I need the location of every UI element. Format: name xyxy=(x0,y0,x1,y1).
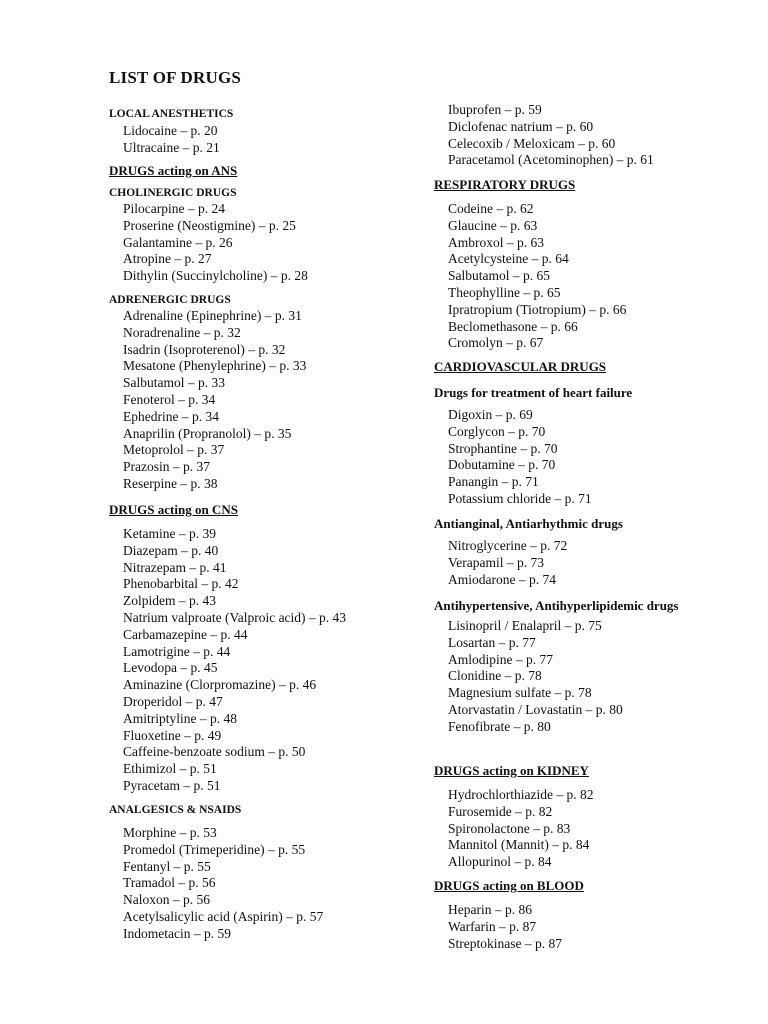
drug-list-item: Ephedrine – p. 34 xyxy=(123,408,219,424)
drug-list-item: Allopurinol – p. 84 xyxy=(448,854,552,870)
section-heading: CARDIOVASCULAR DRUGS xyxy=(434,359,607,374)
drug-list-item: Hydrochlorthiazide – p. 82 xyxy=(448,787,594,802)
drug-list-item: Caffeine-benzoate sodium – p. 50 xyxy=(123,744,306,760)
drug-list xyxy=(109,308,306,493)
section-respiratory xyxy=(434,177,626,352)
drug-list xyxy=(434,407,724,508)
drug-list-item: Nitrazepam – p. 41 xyxy=(123,559,227,575)
drug-list-item: Streptokinase – p. 87 xyxy=(448,935,562,951)
section-analgesics xyxy=(109,803,323,943)
section-local-anesthetics xyxy=(109,107,233,157)
drug-list-item: Fentanyl – p. 55 xyxy=(123,858,211,874)
drug-list-item: Beclomethasone – p. 66 xyxy=(448,318,578,334)
drug-list xyxy=(434,102,654,169)
drug-list-item: Heparin – p. 86 xyxy=(448,902,532,917)
drug-list-item: Levodopa – p. 45 xyxy=(123,660,218,676)
drug-list-item: Lisinopril / Enalapril – p. 75 xyxy=(448,618,602,633)
drug-list-item: Spironolactone – p. 83 xyxy=(448,820,571,836)
drug-list-item: Dithylin (Succinylcholine) – p. 28 xyxy=(123,268,308,284)
drug-list-item: Verapamil – p. 73 xyxy=(448,554,544,570)
drug-list-item: Ibuprofen – p. 59 xyxy=(448,102,542,117)
section-nsaids-continued xyxy=(434,102,654,169)
drug-list-item: Pyracetam – p. 51 xyxy=(123,777,221,793)
drug-list-item: Atorvastatin / Lovastatin – p. 80 xyxy=(448,701,623,717)
section-cns xyxy=(109,502,346,795)
drug-list-item: Anaprilin (Propranolol) – p. 35 xyxy=(123,425,292,441)
drug-list xyxy=(434,538,724,588)
drug-list-item: Amitriptyline – p. 48 xyxy=(123,710,237,726)
drug-list-item: Cromolyn – p. 67 xyxy=(448,335,544,351)
drug-list-item: Salbutamol – p. 33 xyxy=(123,375,225,391)
drug-list-item: Diazepam – p. 40 xyxy=(123,542,219,558)
section-heading: ADRENERGIC DRUGS xyxy=(109,294,231,306)
drug-list-item: Ketamine – p. 39 xyxy=(123,526,216,541)
section-heading: RESPIRATORY DRUGS xyxy=(434,177,576,192)
drug-list-item: Ultracaine – p. 21 xyxy=(123,139,220,155)
drug-list-item: Fluoxetine – p. 49 xyxy=(123,727,222,743)
drug-list-item: Atropine – p. 27 xyxy=(123,251,212,267)
drug-list-item: Reserpine – p. 38 xyxy=(123,475,218,491)
drug-list-item: Digoxin – p. 69 xyxy=(448,407,533,422)
drug-list xyxy=(109,825,323,943)
drug-list-item: Zolpidem – p. 43 xyxy=(123,593,216,609)
drug-list-item: Dobutamine – p. 70 xyxy=(448,457,556,473)
drug-list-item: Losartan – p. 77 xyxy=(448,634,536,650)
subsection-heading: Drugs for treatment of heart failure xyxy=(434,385,633,400)
section-antihypertensive xyxy=(434,597,704,736)
drug-list-item: Tramadol – p. 56 xyxy=(123,875,216,891)
section-cardiovascular xyxy=(434,359,606,375)
drug-list-item: Proserine (Neostigmine) – p. 25 xyxy=(123,217,296,233)
drug-list-item: Strophantine – p. 70 xyxy=(448,440,558,456)
subsection-heading: Antianginal, Antiarhythmic drugs xyxy=(434,516,623,531)
drug-list-item: Fenofibrate – p. 80 xyxy=(448,718,551,734)
section-heart-failure xyxy=(434,384,724,508)
drug-list-item: Warfarin – p. 87 xyxy=(448,918,537,934)
drug-list-item: Metoprolol – p. 37 xyxy=(123,442,225,458)
drug-list-item: Panangin – p. 71 xyxy=(448,474,539,490)
drug-list xyxy=(109,123,233,157)
drug-list-item: Pilocarpine – p. 24 xyxy=(123,201,225,216)
section-heading: CHOLINERGIC DRUGS xyxy=(109,187,237,199)
drug-list-item: Lidocaine – p. 20 xyxy=(123,123,218,138)
section-heading: DRUGS acting on BLOOD xyxy=(434,878,584,893)
drug-list-item: Glaucine – p. 63 xyxy=(448,217,538,233)
section-adrenergic xyxy=(109,293,306,493)
section-heading: DRUGS acting on KIDNEY xyxy=(434,763,589,778)
section-heading: LOCAL ANESTHETICS xyxy=(109,108,234,120)
drug-list-item: Galantamine – p. 26 xyxy=(123,234,233,250)
section-heading: DRUGS acting on CNS xyxy=(109,502,238,517)
section-kidney xyxy=(434,763,593,871)
drug-list-item: Theophylline – p. 65 xyxy=(448,284,561,300)
drug-list-item: Droperidol – p. 47 xyxy=(123,693,223,709)
subsection-heading: Antihypertensive, Antihyperlipidemic drugs xyxy=(434,598,679,613)
section-heading: ANALGESICS & NSAIDS xyxy=(109,804,242,816)
drug-list xyxy=(434,787,593,871)
drug-list-item: Ambroxol – p. 63 xyxy=(448,234,544,250)
drug-list-item: Codeine – p. 62 xyxy=(448,201,534,216)
section-cholinergic xyxy=(109,186,308,285)
drug-list-item: Prazosin – p. 37 xyxy=(123,459,210,475)
drug-list-item: Potassium chloride – p. 71 xyxy=(448,490,592,506)
drug-list-item: Aminazine (Clorpromazine) – p. 46 xyxy=(123,677,317,693)
drug-list xyxy=(109,526,346,795)
drug-list xyxy=(434,902,584,952)
section-ans xyxy=(109,163,237,179)
drug-list-item: Noradrenaline – p. 32 xyxy=(123,324,241,340)
drug-list-item: Ipratropium (Tiotropium) – p. 66 xyxy=(448,301,627,317)
drug-list-item: Magnesium sulfate – p. 78 xyxy=(448,685,592,701)
drug-list-item: Ethimizol – p. 51 xyxy=(123,761,217,777)
section-heading: DRUGS acting on ANS xyxy=(109,163,238,178)
drug-list-item: Morphine – p. 53 xyxy=(123,825,217,840)
drug-list-item: Furosemide – p. 82 xyxy=(448,803,553,819)
section-blood xyxy=(434,878,584,952)
drug-list-item: Diclofenac natrium – p. 60 xyxy=(448,118,594,134)
drug-list-item: Salbutamol – p. 65 xyxy=(448,268,550,284)
drug-list-item: Adrenaline (Epinephrine) – p. 31 xyxy=(123,308,302,323)
drug-list-item: Promedol (Trimeperidine) – p. 55 xyxy=(123,841,306,857)
drug-list-item: Phenobarbital – p. 42 xyxy=(123,576,239,592)
drug-list-item: Clonidine – p. 78 xyxy=(448,668,542,684)
drug-list-item: Celecoxib / Meloxicam – p. 60 xyxy=(448,135,616,151)
drug-list-item: Lamotrigine – p. 44 xyxy=(123,643,231,659)
drug-list-item: Naloxon – p. 56 xyxy=(123,892,210,908)
drug-list-item: Carbamazepine – p. 44 xyxy=(123,626,248,642)
drug-list xyxy=(109,201,308,285)
drug-list-item: Acetylsalicylic acid (Aspirin) – p. 57 xyxy=(123,908,324,924)
drug-list-item: Amlodipine – p. 77 xyxy=(448,651,553,667)
drug-list-item: Mesatone (Phenylephrine) – p. 33 xyxy=(123,358,307,374)
drug-list-item: Amiodarone – p. 74 xyxy=(448,571,556,587)
drug-list-item: Nitroglycerine – p. 72 xyxy=(448,538,568,553)
drug-list-item: Natrium valproate (Valproic acid) – p. 43 xyxy=(123,609,347,625)
section-antianginal xyxy=(434,515,724,588)
drug-list-item: Corglycon – p. 70 xyxy=(448,423,546,439)
drug-list-item: Paracetamol (Acetominophen) – p. 61 xyxy=(448,152,654,168)
drug-list-item: Acetylcysteine – p. 64 xyxy=(448,251,569,267)
drug-list-item: Isadrin (Isoproterenol) – p. 32 xyxy=(123,341,286,357)
drug-list xyxy=(434,618,704,736)
drug-list-item: Fenoterol – p. 34 xyxy=(123,391,216,407)
drug-list-item: Mannitol (Mannit) – p. 84 xyxy=(448,837,590,853)
drug-list-item: Indometacin – p. 59 xyxy=(123,925,231,941)
drug-list xyxy=(434,201,626,352)
page-title: LIST OF DRUGS xyxy=(109,68,242,87)
